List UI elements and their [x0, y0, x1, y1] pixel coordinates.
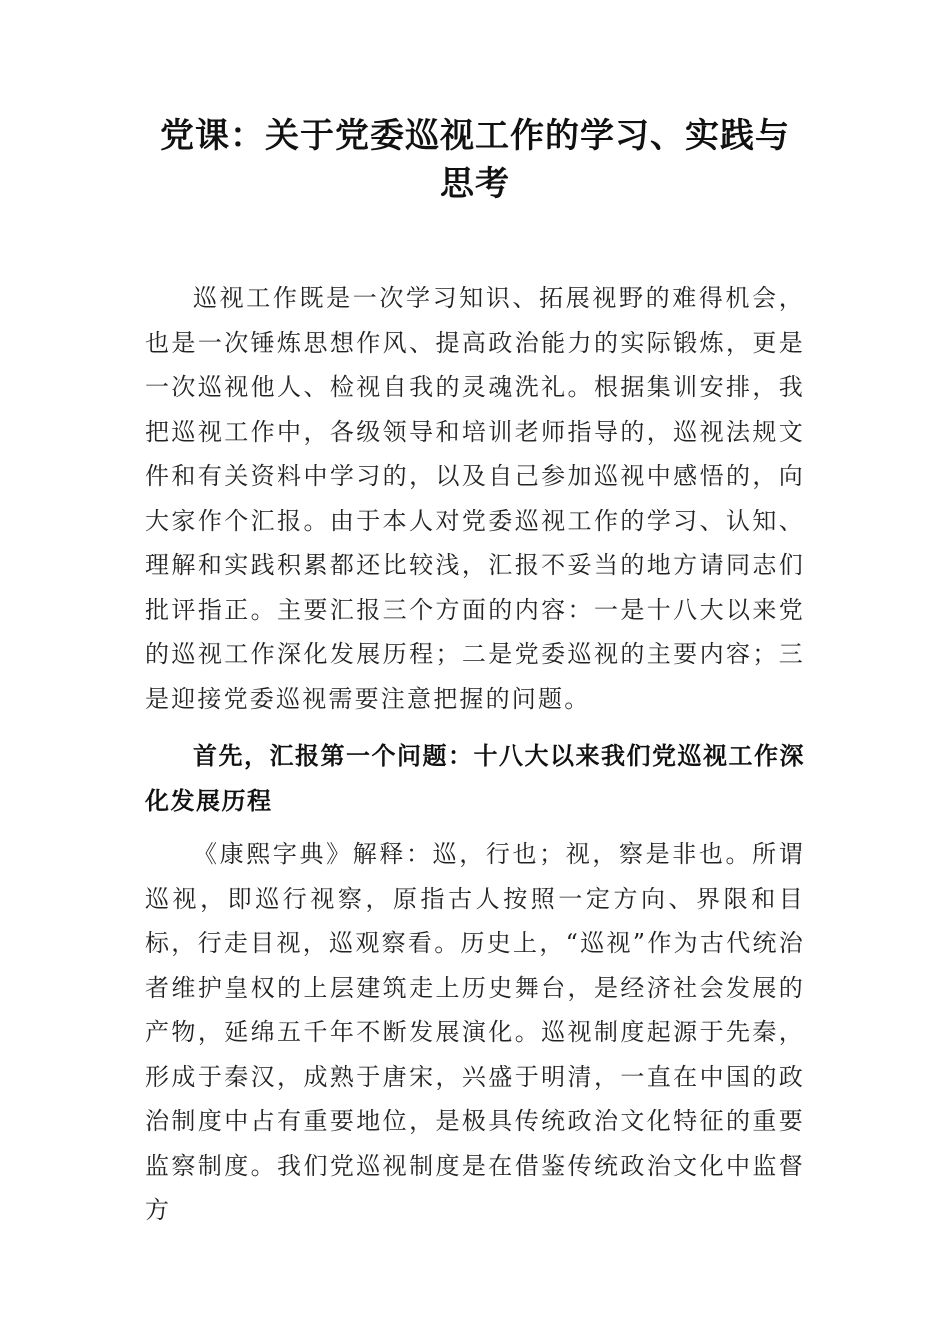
- section-paragraph: 《康熙字典》解释：巡，行也；视，察是非也。所谓巡视，即巡行视察，原指古人按照一定方向、界限和目标，行走目视，巡观察看。历史上，“巡视”作为古代统治者维护皇权的上层建筑走上历史舞台，是经济社会发展的产物，延绵五千年不断发展演化。巡视制度起源于先秦，形成于秦汉，成熟于唐宋，兴盛于明清，一直在中国的政治制度中占有重要地位，是极具传统政治文化特征的重要监察制度。我们党巡视制度是在借鉴传统政治文化中监督方: [145, 840, 805, 1224]
- intro-paragraph: 巡视工作既是一次学习知识、拓展视野的难得机会，也是一次锤炼思想作风、提高政治能力的实际锻炼，更是一次巡视他人、检视自我的灵魂洗礼。根据集训安排，我把巡视工作中，各级领导和培训老师指导的，巡视法规文件和有关资料中学习的，以及自己参加巡视中感悟的，向大家作个汇报。由于本人对党委巡视工作的学习、认知、理解和实践积累都还比较浅，汇报不妥当的地方请同志们批评指正。主要汇报三个方面的内容：一是十八大以来党的巡视工作深化发展历程；二是党委巡视的主要内容；三是迎接党委巡视需要注意把握的问题。: [145, 284, 805, 713]
- section-heading: 首先，汇报第一个问题：十八大以来我们党巡视工作深化发展历程: [145, 742, 805, 815]
- document-title: 党课：关于党委巡视工作的学习、实践与思考: [160, 116, 790, 204]
